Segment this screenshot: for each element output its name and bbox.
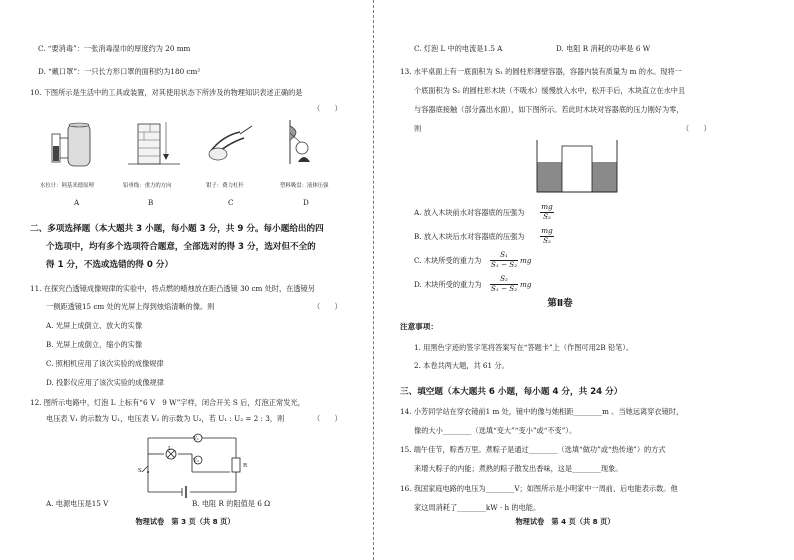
question-12-answer-paren: （ ） bbox=[313, 414, 342, 423]
question-14-line1: 14. 小芳同学站在穿衣镜前1 m 处，镜中的像与她相距________m 。当她远离穿衣镜时， bbox=[400, 407, 684, 416]
question-11-line1: 11. 在探究凸透镜成像规律的实验中，将点燃的蜡烛放在距凸透镜 30 cm 处时，在透镜另 bbox=[30, 284, 315, 293]
prev-option-d-right: D. 电阻 R 消耗的功率是 6 W bbox=[556, 44, 651, 53]
question-11-option-c: C. 照相机应用了该次实验的成像规律 bbox=[46, 359, 164, 368]
question-15-line1: 15. 端午佳节，粽香万里。煮粽子是通过________（选填“做功”或“热传递”）的方式 bbox=[400, 445, 666, 454]
notes-title: 注意事项： bbox=[400, 322, 438, 331]
caption-b: 铅垂线：重力的方向 bbox=[123, 183, 172, 189]
question-12-line1: 12. 图所示电路中，灯泡 L 上标有“6 V 9 W”字样，闭合开关 S 后，灯泡正常发光， bbox=[30, 398, 305, 407]
note-2: 2. 本卷共两大题，共 61 分。 bbox=[414, 361, 509, 370]
question-13-line2: 个底面积为 S₂ 的圆柱形木块（不吸水）缓慢放入水中，松开手后，木块直立在水中且 bbox=[414, 86, 686, 95]
caption-d: 塑料吸盘：液体压强 bbox=[280, 183, 329, 189]
question-15-line2: 来增大粽子的内能；煮熟的粽子散发出香味，这是________现象。 bbox=[414, 464, 623, 473]
circuit-label-v1: V₁ bbox=[193, 436, 200, 442]
right-page-footer: 物理试卷 第 4 页（共 8 页） bbox=[515, 517, 615, 526]
question-10-illustrations bbox=[40, 118, 340, 173]
page-divider bbox=[373, 0, 374, 560]
letter-b: B bbox=[148, 198, 154, 207]
question-14-line2: 像的大小________（选填“变大”“变小”或“不变”）。 bbox=[414, 426, 577, 435]
section-2-heading-line3: 得 1 分，不选或选错的得 0 分） bbox=[46, 260, 174, 270]
question-16-line1: 16. 我国家庭电路的电压为________V；如图所示是小明家中一周前、后电能表示数。他 bbox=[400, 484, 678, 493]
question-16-line2: 家这周消耗了________kW · h 的电能。 bbox=[414, 503, 541, 512]
question-10-text: 10. 下图所示是生活中的工具或装置，对其使用状态下所涉及的物理知识表述正确的是 bbox=[30, 88, 303, 97]
caption-a: 水位计：阿基米德原理 bbox=[40, 183, 94, 189]
question-11-option-a: A. 光屏上成倒立、放大的实像 bbox=[46, 321, 143, 330]
question-13-line3: 与容器底接触（部分露出水面），如下图所示。若此时木块对容器底的压力刚好为零， bbox=[414, 105, 684, 114]
question-11-option-d: D. 投影仪应用了该次实验的成像规律 bbox=[46, 378, 164, 387]
prev-option-c: C. “要消毒”：一张消毒湿巾的厚度约为 20 mm bbox=[38, 44, 191, 53]
wood-block bbox=[562, 146, 592, 192]
question-13-line1: 13. 水平桌面上有一底面积为 S₁ 的圆柱形薄壁容器，容器内装有质量为 m 的水。现将一 bbox=[400, 67, 682, 76]
circuit-label-s: S bbox=[138, 468, 142, 474]
question-11-option-b: B. 光屏上成倒立、缩小的实像 bbox=[46, 340, 143, 349]
letter-c: C bbox=[228, 198, 234, 207]
prev-option-c-right: C. 灯泡 L 中的电流是1.5 A bbox=[414, 44, 503, 53]
suction-cup-figure bbox=[290, 120, 310, 164]
circuit-label-v2: V₂ bbox=[193, 458, 200, 464]
left-page-footer: 物理试卷 第 3 页（共 8 页） bbox=[135, 517, 235, 526]
plumb-line-figure bbox=[128, 122, 180, 164]
question-11-answer-paren: （ ） bbox=[313, 302, 342, 311]
letter-a: A bbox=[74, 198, 80, 207]
caption-c: 钳子：费力杠杆 bbox=[206, 183, 244, 189]
prev-option-d: D. “戴口罩”：一只长方形口罩的面积约为180 cm² bbox=[38, 67, 201, 76]
question-11-line2: 一侧距透镜15 cm 处的光屏上得到烛焰清晰的像。则 bbox=[46, 302, 215, 311]
question-12-option-b: B. 电阻 R 的阻值是 6 Ω bbox=[192, 499, 271, 508]
question-13-line4: 则 bbox=[414, 124, 422, 133]
question-10-answer-paren: （ ） bbox=[313, 104, 342, 113]
section-2-heading-line1: 二、多项选择题（本大题共 3 小题，每小题 3 分，共 9 分。每小题给出的四 bbox=[30, 224, 324, 234]
letter-d: D bbox=[303, 198, 309, 207]
volume-2-title: 第Ⅱ卷 bbox=[547, 298, 573, 309]
note-1: 1. 用黑色字迹的签字笔将答案写在“答题卡”上（作图可用2B 铅笔）。 bbox=[414, 343, 634, 352]
circuit-label-l: L bbox=[168, 446, 172, 452]
pliers-figure bbox=[209, 126, 252, 160]
question-12-option-a: A. 电源电压是15 V bbox=[46, 499, 109, 508]
question-13-answer-paren: （ ） bbox=[682, 124, 711, 133]
question-13-container-figure bbox=[532, 136, 622, 196]
circuit-label-r: R bbox=[243, 463, 248, 469]
section-2-heading-line2: 个选项中，均有多个选项符合题意，全部选对的得 3 分，选对但不全的 bbox=[46, 242, 316, 252]
section-3-heading: 三、填空题（本大题共 6 小题，每小题 4 分，共 24 分） bbox=[400, 387, 623, 397]
question-12-line2: 电压表 V₁ 的示数为 U₁，电压表 V₂ 的示数为 U₂，若 U₁ : U₂ = 2 : 3，则 bbox=[46, 414, 285, 423]
water-gauge-figure bbox=[52, 123, 90, 166]
